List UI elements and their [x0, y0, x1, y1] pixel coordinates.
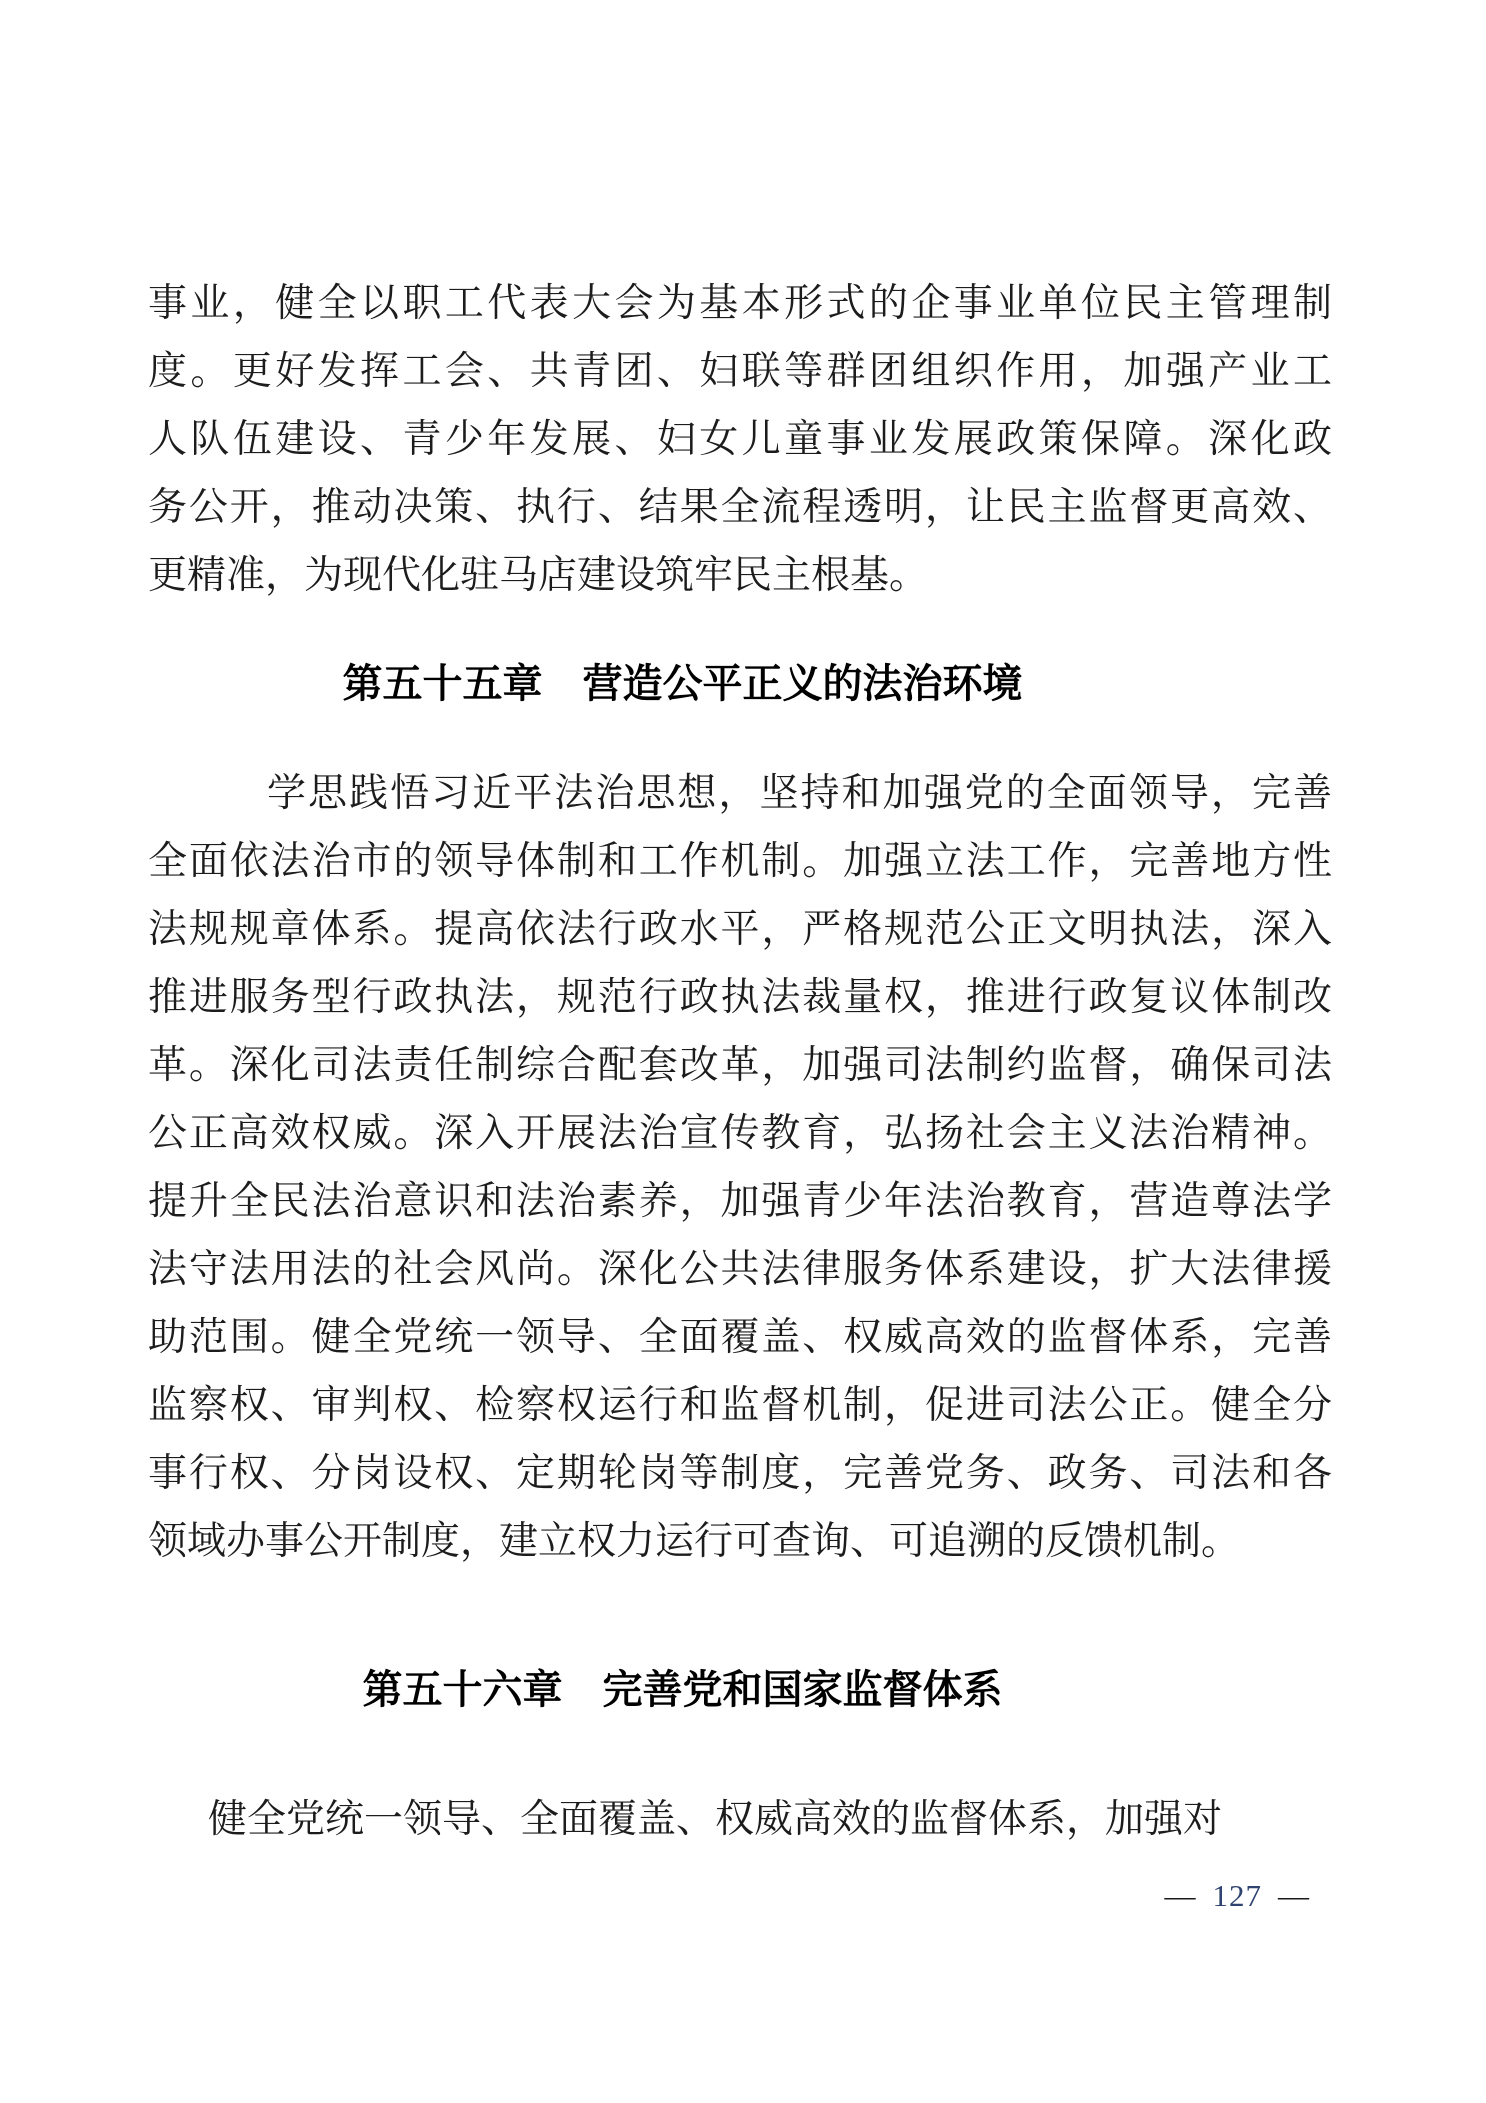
text-line: 领域办事公开制度，建立权力运行可查询、可追溯的反馈机制。 — [148, 1520, 1241, 1563]
chapter-55-heading — [148, 650, 1332, 718]
chapter-55-number: 第五十五章 — [342, 661, 543, 706]
text-line: 全面依法治市的领导体制和工作机制。加强立法工作，完善地方性 — [148, 840, 1332, 883]
text-line: 监察权、审判权、检察权运行和监督机制，促进司法公正。健全分 — [148, 1384, 1332, 1427]
text-line: 推进服务型行政执法，规范行政执法裁量权，推进行政复议体制改 — [148, 976, 1332, 1019]
text-line: 法规规章体系。提高依法行政水平，严格规范公正文明执法，深入 — [148, 908, 1332, 951]
text-line: 学思践悟习近平法治思想，坚持和加强党的全面领导，完善 — [267, 772, 1332, 815]
text-line: 人队伍建设、青少年发展、妇女儿童事业发展政策保障。深化政 — [148, 418, 1332, 461]
text-line: 公正高效权威。深入开展法治宣传教育，弘扬社会主义法治精神。 — [148, 1112, 1332, 1155]
text-line: 更精准，为现代化驻马店建设筑牢民主根基。 — [148, 554, 929, 597]
text-line: 助范围。健全党统一领导、全面覆盖、权威高效的监督体系，完善 — [148, 1316, 1332, 1359]
text-line: 提升全民法治意识和法治素养，加强青少年法治教育，营造尊法学 — [148, 1180, 1332, 1223]
chapter-56-heading — [148, 1656, 1332, 1724]
page-number — [1165, 1878, 1311, 1914]
page-content — [148, 270, 1332, 1854]
text-line: 事行权、分岗设权、定期轮岗等制度，完善党务、政务、司法和各 — [148, 1452, 1332, 1495]
chapter-56-paragraph — [148, 1786, 1332, 1854]
chapter-55-paragraph — [148, 760, 1332, 1576]
text-line: 度。更好发挥工会、共青团、妇联等群团组织作用，加强产业工 — [148, 350, 1332, 393]
paragraph-continuation — [148, 270, 1332, 610]
page-number-dash-left: — — [1164, 1878, 1197, 1913]
chapter-55-title: 营造公平正义的法治环境 — [582, 661, 1023, 706]
page-number-value: 127 — [1212, 1878, 1262, 1913]
page-number-dash-right: — — [1278, 1878, 1310, 1913]
chapter-56-title: 完善党和国家监督体系 — [602, 1667, 1003, 1712]
text-line: 健全党统一领导、全面覆盖、权威高效的监督体系，加强对 — [208, 1798, 1223, 1841]
chapter-56-number: 第五十六章 — [362, 1667, 563, 1712]
text-line: 法守法用法的社会风尚。深化公共法律服务体系建设，扩大法律援 — [148, 1248, 1332, 1291]
text-line: 革。深化司法责任制综合配套改革，加强司法制约监督，确保司法 — [148, 1044, 1332, 1087]
text-line: 事业，健全以职工代表大会为基本形式的企事业单位民主管理制 — [148, 282, 1332, 325]
text-line: 务公开，推动决策、执行、结果全流程透明，让民主监督更高效、 — [148, 486, 1332, 529]
